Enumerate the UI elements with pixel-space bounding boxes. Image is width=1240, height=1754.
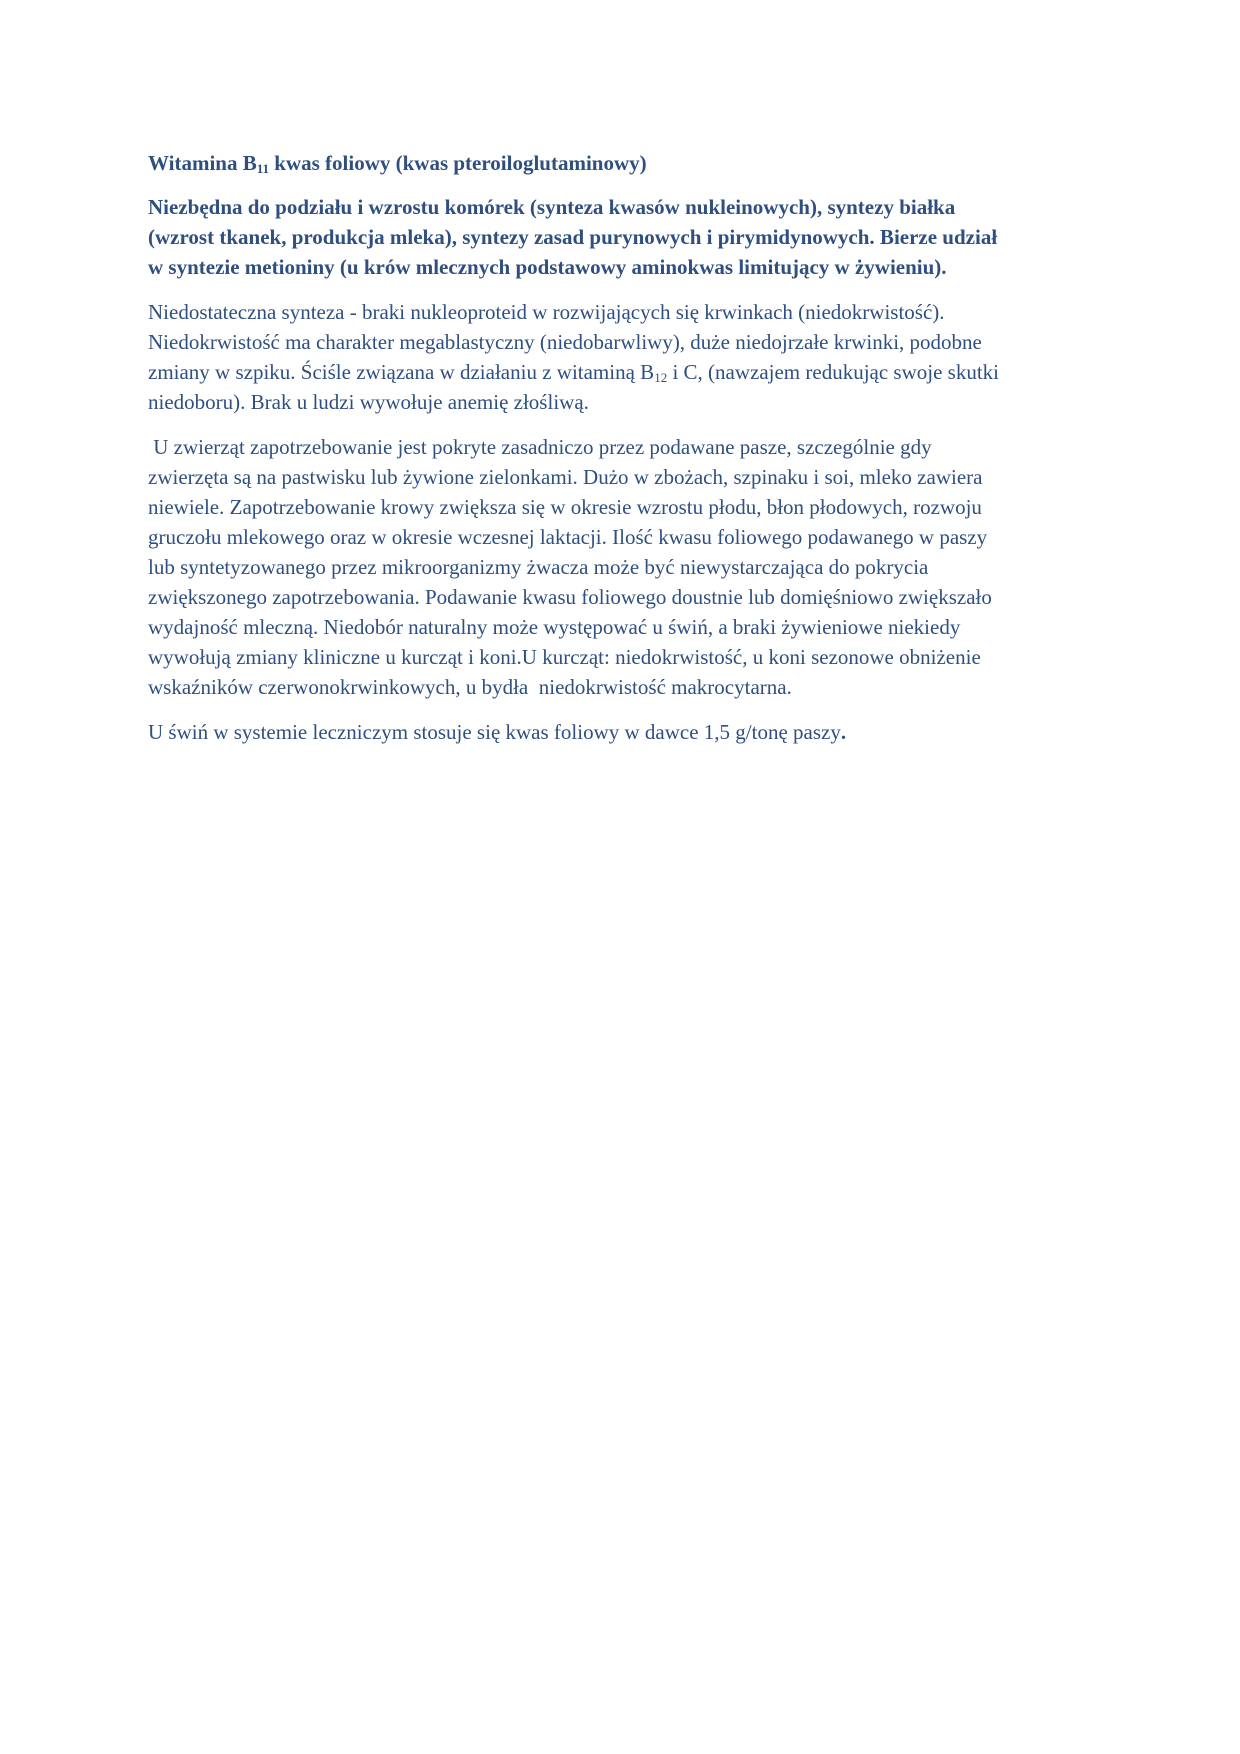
document-body xyxy=(148,148,1078,762)
paragraph-line: niedoboru). Brak u ludzi wywołuje anemię złośliwą. xyxy=(148,390,589,414)
paragraph-line xyxy=(148,717,1078,747)
paragraph-line: zwierzęta są na pastwisku lub żywione zielonkami. Dużo w zbożach, szpinaku i soi, mleko zawiera xyxy=(148,465,983,489)
paragraph-line: U zwierząt zapotrzebowanie jest pokryte zasadniczo przez podawane pasze, szczególnie gdy xyxy=(148,435,932,459)
title-text-rest: kwas foliowy (kwas pteroiloglutaminowy) xyxy=(269,151,647,175)
paragraph-text: i C, (nawzajem redukując swoje skutki xyxy=(667,360,1000,384)
paragraph-line: wydajność mleczną. Niedobór naturalny może występować u świń, a braki żywieniowe niekiedy xyxy=(148,615,961,639)
paragraph-line: wywołują zmiany kliniczne u kurcząt i koni.U kurcząt: niedokrwistość, u koni sezonowe obniżenie xyxy=(148,645,981,669)
paragraph-text: zmiany w szpiku. Ściśle związana w działaniu z witaminą B xyxy=(148,360,655,384)
paragraph-line: niewiele. Zapotrzebowanie krowy zwiększa się w okresie wzrostu płodu, błon płodowych, rozwoju xyxy=(148,495,982,519)
paragraph-line xyxy=(148,357,1078,387)
paragraph-line: Niedokrwistość ma charakter megablastyczny (niedobarwliwy), duże niedojrzałe krwinki, podobne xyxy=(148,330,982,354)
sentence-end: . xyxy=(840,720,847,744)
paragraph-line: wskaźników czerwonokrwinkowych, u bydła niedokrwistość makrocytarna. xyxy=(148,675,792,699)
paragraph-dosage xyxy=(148,717,1078,747)
paragraph-line: gruczołu mlekowego oraz w okresie wczesnej laktacji. Ilość kwasu foliowego podawanego w paszy xyxy=(148,525,988,549)
paragraph-line: zwiększonego zapotrzebowania. Podawanie kwasu foliowego doustnie lub domięśniowo zwiększało xyxy=(148,585,992,609)
title-text: Witamina B xyxy=(148,151,257,175)
paragraph-line: (wzrost tkanek, produkcja mleka), syntezy zasad purynowych i pirymidynowych. Bierze udział xyxy=(148,225,998,249)
paragraph-deficiency xyxy=(148,297,1078,417)
paragraph-line: lub syntetyzowanego przez mikroorganizmy żwacza może być niewystarczająca do pokrycia xyxy=(148,555,929,579)
paragraph-text: U świń w systemie leczniczym stosuje się kwas foliowy w dawce 1,5 g/tonę paszy xyxy=(148,720,841,744)
document-title xyxy=(148,148,1078,178)
paragraph-line: w syntezie metioniny (u krów mlecznych podstawowy aminokwas limitujący w żywieniu). xyxy=(148,255,947,279)
title-subscript: 11 xyxy=(256,161,270,176)
paragraph-animals xyxy=(148,432,1078,702)
paragraph-line: Niedostateczna synteza - braki nukleoproteid w rozwijających się krwinkach (niedokrwistość). xyxy=(148,300,945,324)
paragraph-function xyxy=(148,192,1078,282)
paragraph-line: Niezbędna do podziału i wzrostu komórek (synteza kwasów nukleinowych), syntezy białka xyxy=(148,195,956,219)
vitamin-subscript: 12 xyxy=(654,370,668,385)
